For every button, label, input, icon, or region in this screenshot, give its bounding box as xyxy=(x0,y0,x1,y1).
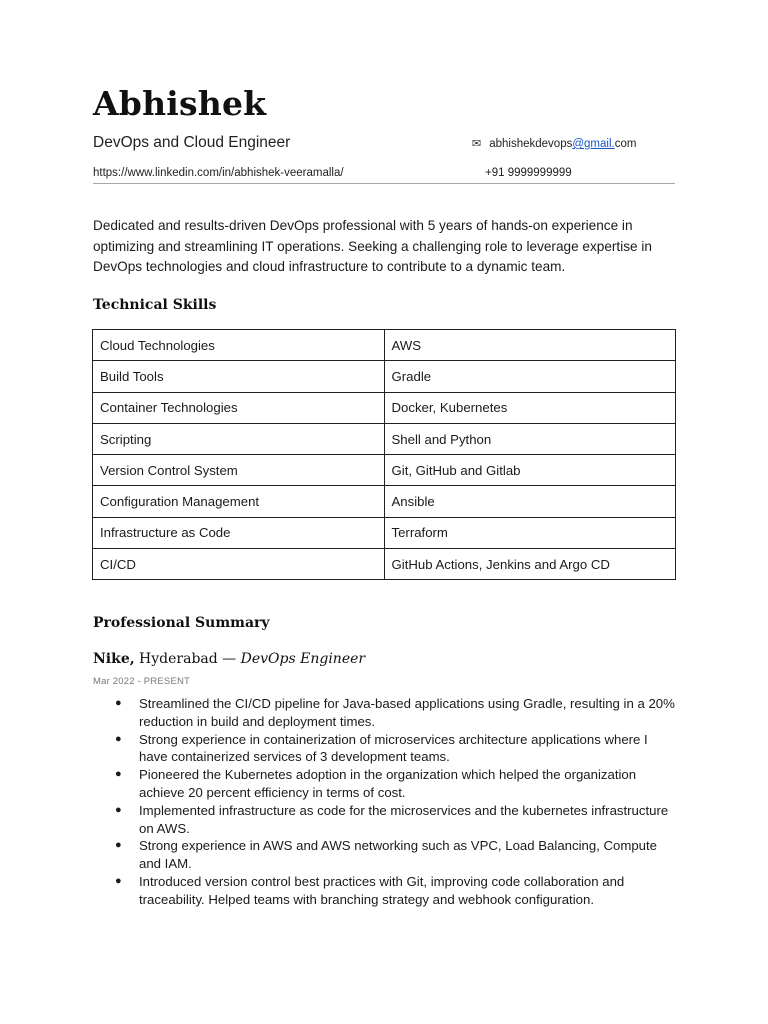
skill-value: GitHub Actions, Jenkins and Argo CD xyxy=(384,549,676,580)
table-row xyxy=(93,455,676,486)
skill-value: Git, GitHub and Gitlab xyxy=(384,455,676,486)
candidate-name: Abhishek xyxy=(93,84,267,123)
list-item xyxy=(93,873,678,909)
skill-category: Container Technologies xyxy=(93,392,385,423)
skill-category: Scripting xyxy=(93,423,385,454)
list-item xyxy=(93,837,678,873)
table-row xyxy=(93,486,676,517)
bullet-text: Strong experience in AWS and AWS networking such as VPC, Load Balancing, Compute and IAM. xyxy=(139,838,658,872)
phone-number: +91 9999999999 xyxy=(485,167,572,179)
email-suffix: com xyxy=(614,138,637,150)
table-row xyxy=(93,517,676,548)
skill-value: Terraform xyxy=(384,517,676,548)
bullet-text: Streamlined the CI/CD pipeline for Java-based applications using Gradle, resulting in a 20% reduction in build and deployment times. xyxy=(139,696,675,729)
candidate-title: DevOps and Cloud Engineer xyxy=(93,134,291,151)
bullet-icon: ● xyxy=(115,803,122,816)
job-achievements-list xyxy=(93,695,678,909)
skill-value: AWS xyxy=(384,330,676,361)
list-item xyxy=(93,766,678,802)
linkedin-url[interactable]: https://www.linkedin.com/in/abhishek-veeramalla/ xyxy=(93,167,344,179)
skill-category: Infrastructure as Code xyxy=(93,517,385,548)
bullet-text: Pioneered the Kubernetes adoption in the organization which helped the organization achieve 20 percent efficiency in terms of cost. xyxy=(139,767,637,800)
technical-skills-heading: Technical Skills xyxy=(93,297,217,313)
bullet-text: Implemented infrastructure as code for the microservices and the kubernetes infrastructure on AWS. xyxy=(139,802,669,836)
bullet-icon: ● xyxy=(115,732,122,745)
skill-category: Cloud Technologies xyxy=(93,330,385,361)
objective-paragraph: Dedicated and results-driven DevOps professional with 5 years of hands-on experience in optimizing and streamlining IT operations. Seeking a challenging role to leverage expertise in DevOps technologies and cloud infrastructure to contribute to a dynamic team. xyxy=(93,218,652,274)
skill-category: Configuration Management xyxy=(93,486,385,517)
table-row xyxy=(93,423,676,454)
list-item xyxy=(93,802,678,838)
professional-summary-heading: Professional Summary xyxy=(93,615,270,631)
skill-value: Ansible xyxy=(384,486,676,517)
bullet-icon: ● xyxy=(115,839,122,852)
job-location: Hyderabad — xyxy=(134,651,241,667)
bullet-icon: ● xyxy=(115,697,122,709)
table-row xyxy=(93,330,676,361)
envelope-icon: ✉ xyxy=(472,138,482,150)
job-dates: Mar 2022 - PRESENT xyxy=(93,676,191,687)
header-divider xyxy=(93,183,675,184)
skills-table xyxy=(92,329,676,580)
email-link[interactable]: @gmail. xyxy=(572,138,615,150)
table-row xyxy=(93,361,676,392)
bullet-text: Introduced version control best practices with Git, improving code collaboration and traceability. Helped teams with branching strategy and webhook configuration. xyxy=(139,873,625,907)
table-row xyxy=(93,549,676,580)
skill-value: Docker, Kubernetes xyxy=(384,392,676,423)
list-item xyxy=(93,695,678,731)
skill-category: Build Tools xyxy=(93,361,385,392)
skill-category: CI/CD xyxy=(93,549,385,580)
skill-value: Gradle xyxy=(384,361,676,392)
bullet-text: Strong experience in containerization of microservices architecture applications where I have containerized services of 3 development teams. xyxy=(139,731,648,765)
job-heading xyxy=(93,651,365,667)
list-item xyxy=(93,731,678,767)
job-company: Nike, xyxy=(93,651,135,667)
table-row xyxy=(93,392,676,423)
skill-value: Shell and Python xyxy=(384,423,676,454)
contact-email xyxy=(472,137,636,150)
bullet-icon: ● xyxy=(115,768,122,781)
email-prefix: abhishekdevops xyxy=(489,138,573,150)
job-role: DevOps Engineer xyxy=(240,651,366,667)
skill-category: Version Control System xyxy=(93,455,385,486)
bullet-icon: ● xyxy=(115,874,122,887)
